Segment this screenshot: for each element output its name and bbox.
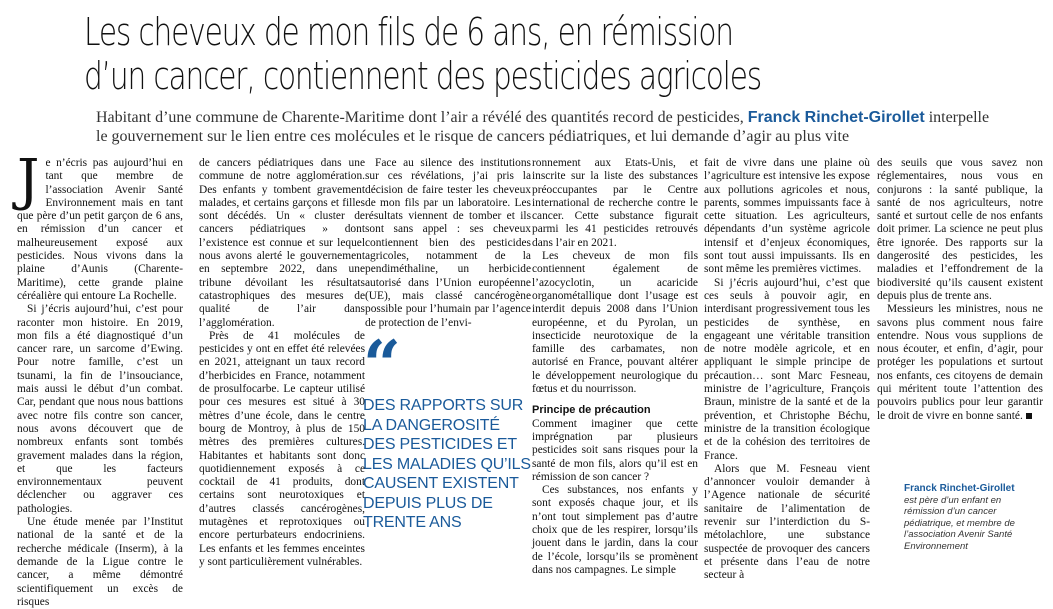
bio-name: Franck Rinchet-Girollet: [904, 483, 1015, 494]
column-5: [704, 157, 870, 583]
deck: [96, 108, 996, 146]
pullquote-text: DES RAPPORTS SUR LA DANGEROSITÉ DES PESTICIDES ET LES MALADIES QU’ILS CAUSENT EXISTENT DEPUIS PLUS DE TRENTE ANS: [363, 397, 531, 531]
paragraph: de cancers pédiatriques dans une commune de notre agglomération. Des enfants y tombent gravement malades, et certains garçons et filles sont décédés. Un « cluster de cancers pédiatriques » dont l’existence est connue et sur lequel nous avons alerté le gouvernement en septembre 2022, dans une tribune dévoilant les résultats catastrophiques des mesures de qualité de l’air dans l’agglomération.: [199, 157, 365, 329]
paragraph: Comment imaginer que cette imprégnation par plusieurs pesticides soit sans risques pour la santé de mon fils, alors qu’il est en rémission de son cancer ?: [532, 417, 698, 483]
paragraph: Je n’écris pas aujourd’hui en tant que membre de l’association Avenir Santé Environnement mais en tant que père d’un petit garçon de 6 ans, en rémission d’un cancer et malheureusement exposé aux pesticides. Nous vivons dans la plaine d’Aunis (Charente-Maritime), cette grande plaine céréalière qui entoure La Rochelle.: [17, 148, 183, 302]
deck-part-1: Habitant d’une commune de Charente-Maritime dont l’air a révélé des quantités record de pesticides,: [96, 109, 744, 126]
paragraph: Près de 41 molécules de pesticides y ont en effet été relevées en 2021, atteignant un taux record d’herbicides en France, notamment de prosulfocarbe. Le capteur utilisé pour ces mesures est situé à 30 mètres d’une école, dans le centre bourg de Montroy, à plus de 150 mètres des premières cultures. Habitantes et habitants sont donc quotidiennement exposés à ce cocktail de 41 produits, dont certains sont neurotoxiques et d’autres classés cancérogènes, mutagènes et reprotoxiques ou encore perturbateurs endocriniens. Les enfants et les femmes enceintes y sont particulièrement vulnérables.: [199, 329, 365, 568]
column-2: [199, 157, 365, 569]
quote-icon: “: [363, 326, 395, 404]
column-3: [365, 157, 531, 330]
paragraph: Les cheveux de mon fils contiennent également de l’azocyclotin, un acaricide organométallique dont l’usage est interdit depuis 2008 dans l’Union européenne, et du Pyrolan, un insecticide neurotoxique de la famille des carbamates, non autorisé en France, pouvant altérer le développement neurologique du fœtus et du nourrisson.: [532, 250, 698, 396]
paragraph: Alors que M. Fesneau vient d’annoncer vouloir demander à l’Agence nationale de sécurité sanitaire de l’alimentation de revenir sur l’interdiction du S-métolachlore, une substance suspectée de provoquer des cancers et présente dans l’eau de notre secteur à: [704, 462, 870, 582]
headline-line-2: d’un cancer, contiennent des pesticides agricoles: [84, 54, 762, 98]
paragraph: ronnement aux Etats-Unis, et inscrite sur la liste des substances préoccupantes par le Centre international de recherche contre le cancer. Cette substance figurait parmi les 41 pesticides retrouvés dans l’air en 2021.: [532, 157, 698, 249]
paragraph: Si j’écris aujourd’hui, c’est pour raconter mon histoire. En 2019, mon fils a été diagnostiqué d’un cancer rare, un sarcome d’Ewing. Pour notre famille, c’est un tsunami, la fin de l’insouciance, mais aussi le début d’un combat. Car, pendant que nous nous battions avec notre fils contre son cancer, nous avons découvert que de nombreux enfants sont tombés gravement malades dans la région, et que les facteurs environnementaux peuvent déclencher ou aggraver ces pathologies.: [17, 303, 183, 515]
paragraph: Ces substances, nos enfants y sont exposés chaque jour, et ils n’ont tout simplement pas d’autre choix que de les respirer, lorsqu’ils jouent dans le jardin, dans la cour de l’école, lorsqu’ils se promènent dans nos campagnes. Le simple: [532, 484, 698, 576]
paragraph: Messieurs les ministres, nous ne savons plus comment nous faire entendre. Nous vous supplions de nous écouter, et enfin, d’agir, pour protéger les populations et surtout nos enfants, ces citoyens de demain qui méritent toute l’attention des pouvoirs publics pour leur garantir le droit de vivre en bonne santé.: [877, 303, 1043, 422]
column-1: [17, 148, 183, 609]
headline-line-1: Les cheveux de mon fils de 6 ans, en rémission: [84, 10, 733, 54]
paragraph: Face au silence des institutions sur ces révélations, j’ai pris la décision de faire tester les cheveux de mon fils par un laboratoire. Les résultats viennent de tomber et ils sont sans appel : ses cheveux contiennent bien des pesticides agricoles, notamment de la pendiméthaline, un herbicide autorisé dans l’Union européenne (UE), mais classé cancérogène possible pour l’humain par l’agence de protection de l’envi-: [365, 157, 531, 329]
column-4: [532, 157, 698, 577]
deck-author: Franck Rinchet-Girollet: [747, 109, 925, 126]
author-bio: [904, 483, 1044, 552]
subheading: Principe de précaution: [532, 404, 651, 417]
paragraph: des seuils que vous savez non réglementaires, nous vous en conjurons : la santé publique, la santé de nos agriculteurs, notre santé et surtout celle de nos enfants doit primer. La science ne peut plus être ignorée. Des rapports sur la dangerosité des pesticides, les maladies et l’effondrement de la biodiversité qu’ils causent existent depuis plus de trente ans.: [877, 157, 1043, 302]
paragraph: Une étude menée par l’Institut national de la santé et de la recherche médicale (Inserm), à la demande de la Ligue contre le cancer, a même démontré scientifiquement un excès de risques: [17, 516, 183, 608]
paragraph: Si j’écris aujourd’hui, c’est que ces seuls à pouvoir agir, en interdisant progressivement tous les pesticides de synthèse, en engageant une véritable transition de notre modèle agricole, et en appliquant le simple principe de précaution… sont Marc Fesneau, ministre de l’agriculture, François Braun, ministre de la santé et de la prévention, et Christophe Béchu, ministre de la transition écologique et de la cohésion des territoires de France.: [704, 276, 870, 462]
end-mark-icon: [1026, 413, 1032, 419]
drop-cap: J: [17, 148, 40, 213]
paragraph: fait de vivre dans une plaine où l’agriculture est intensive les expose aux pollutions agricoles et nous, parents, sommes impuissants face à cette situation. Les agriculteurs, dépendants d’un système agricole intensif et d’enjeux économiques, sont tout aussi impuissants. Ils en sont même les premières victimes.: [704, 157, 870, 276]
deck-part-2: interpelle le gouvernement sur le lien entre ces molécules et le risque de cancers pédiatriques, et lui demande d’agir au plus vite: [96, 109, 990, 145]
bio-text: est père d’un enfant en rémission d’un cancer pédiatrique, et membre de l’association Avenir Santé Environnement: [904, 494, 1015, 552]
headline: [84, 10, 786, 98]
pullquote: [363, 326, 533, 533]
column-6: [877, 157, 1043, 423]
